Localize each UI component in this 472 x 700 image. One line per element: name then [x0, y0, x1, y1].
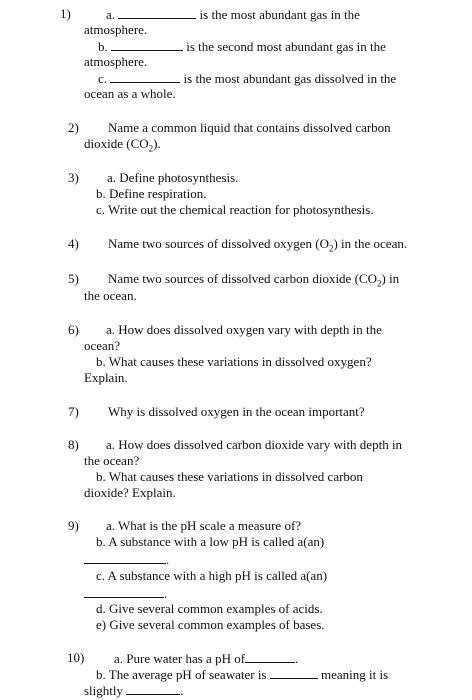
- question-1b-blank[interactable]: [111, 38, 183, 51]
- question-5-end: ) in: [381, 271, 400, 286]
- question-6b-line2: Explain.: [84, 370, 128, 385]
- question-1b-cont: atmosphere.: [84, 54, 148, 69]
- question-3a: a. Define photosynthesis.: [107, 170, 239, 185]
- question-5-line1: [108, 271, 399, 287]
- co2-subscript: 2: [376, 278, 382, 289]
- question-9c-answer-line: [84, 585, 167, 602]
- question-9b-answer-line: [84, 551, 169, 568]
- question-1b-line: [98, 38, 386, 55]
- question-1a-label: a.: [106, 7, 116, 22]
- question-10b-text: b. The average pH of seawater is: [96, 667, 267, 682]
- question-4-number: 4): [68, 236, 79, 251]
- o2-subscript: 2: [328, 243, 334, 254]
- question-9b-blank[interactable]: [84, 551, 166, 564]
- question-8a-line1: a. How does dissolved carbon dioxide vary with depth in: [106, 437, 403, 452]
- question-9c: c. A substance with a high pH is called a(an): [96, 568, 328, 583]
- question-3b: b. Define respiration.: [96, 186, 207, 201]
- question-1a-line: [106, 6, 360, 23]
- question-5-line2: the ocean.: [84, 288, 137, 303]
- question-1-number: 1): [60, 6, 71, 21]
- question-2-line2-end: ).: [153, 136, 161, 151]
- co2-subscript: 2: [148, 143, 154, 154]
- question-9b: b. A substance with a low pH is called a(an): [96, 534, 325, 549]
- question-9-number: 9): [68, 518, 79, 533]
- question-10-number: 10): [67, 650, 85, 665]
- question-4-text: Name two sources of dissolved oxygen (O: [108, 236, 329, 251]
- question-1a-text: is the most abundant gas in the: [199, 7, 360, 22]
- question-8b-line2: dioxide? Explain.: [84, 485, 176, 500]
- question-1c-blank[interactable]: [110, 70, 180, 83]
- question-9d: d. Give several common examples of acids.: [96, 601, 323, 616]
- question-6a-line1: a. How does dissolved oxygen vary with depth in the: [106, 322, 382, 337]
- question-9e: e) Give several common examples of bases.: [96, 617, 325, 632]
- question-7-text: Why is dissolved oxygen in the ocean important?: [108, 404, 365, 419]
- question-10b-end: meaning it is: [321, 667, 389, 682]
- question-1b-label: b.: [98, 39, 108, 54]
- question-4-end: ) in the ocean.: [333, 236, 408, 251]
- question-5-text: Name two sources of dissolved carbon dioxide (CO: [108, 271, 377, 286]
- question-9a: a. What is the pH scale a measure of?: [106, 518, 302, 533]
- question-10a-text: a. Pure water has a pH of: [114, 651, 246, 666]
- question-3-number: 3): [68, 170, 79, 185]
- question-8-number: 8): [68, 437, 79, 452]
- question-2-number: 2): [68, 120, 79, 135]
- question-10c-text: slightly: [84, 683, 124, 698]
- question-4-line: [108, 236, 407, 252]
- question-6b-line1: b. What causes these variations in dissolved oxygen?: [96, 354, 372, 369]
- question-6a-line2: ocean?: [84, 338, 121, 353]
- question-8b-line1: b. What causes these variations in dissolved carbon: [96, 469, 363, 484]
- question-7-number: 7): [68, 404, 79, 419]
- question-1c-cont: ocean as a whole.: [84, 86, 176, 101]
- question-3c: c. Write out the chemical reaction for photosynthesis.: [96, 202, 374, 217]
- question-6-number: 6): [68, 322, 79, 337]
- question-2-line2: [84, 136, 161, 152]
- question-1c-line: [98, 70, 396, 87]
- question-10a: [114, 650, 298, 667]
- question-1b-text: is the second most abundant gas in the: [186, 39, 386, 54]
- question-9b-period: .: [166, 552, 170, 567]
- question-9c-blank[interactable]: [84, 585, 164, 598]
- question-1c-text: is the most abundant gas dissolved in the: [183, 71, 397, 86]
- question-10b: [96, 666, 388, 683]
- question-2-line1: Name a common liquid that contains dissolved carbon: [108, 120, 391, 135]
- question-8a-line2: the ocean?: [84, 453, 140, 468]
- question-10c-blank[interactable]: [126, 682, 180, 695]
- question-5-number: 5): [68, 271, 79, 286]
- question-10c-period: .: [180, 683, 184, 698]
- question-2-line2-text: dioxide (CO: [84, 136, 149, 151]
- question-10a-blank[interactable]: [245, 650, 295, 663]
- question-10b-blank[interactable]: [270, 666, 318, 679]
- question-1c-label: c.: [98, 71, 108, 86]
- question-9c-period: .: [164, 586, 168, 601]
- question-1a-cont: atmosphere.: [84, 22, 148, 37]
- question-10a-period: .: [295, 651, 299, 666]
- question-10c: [84, 682, 184, 699]
- question-1a-blank[interactable]: [118, 6, 196, 19]
